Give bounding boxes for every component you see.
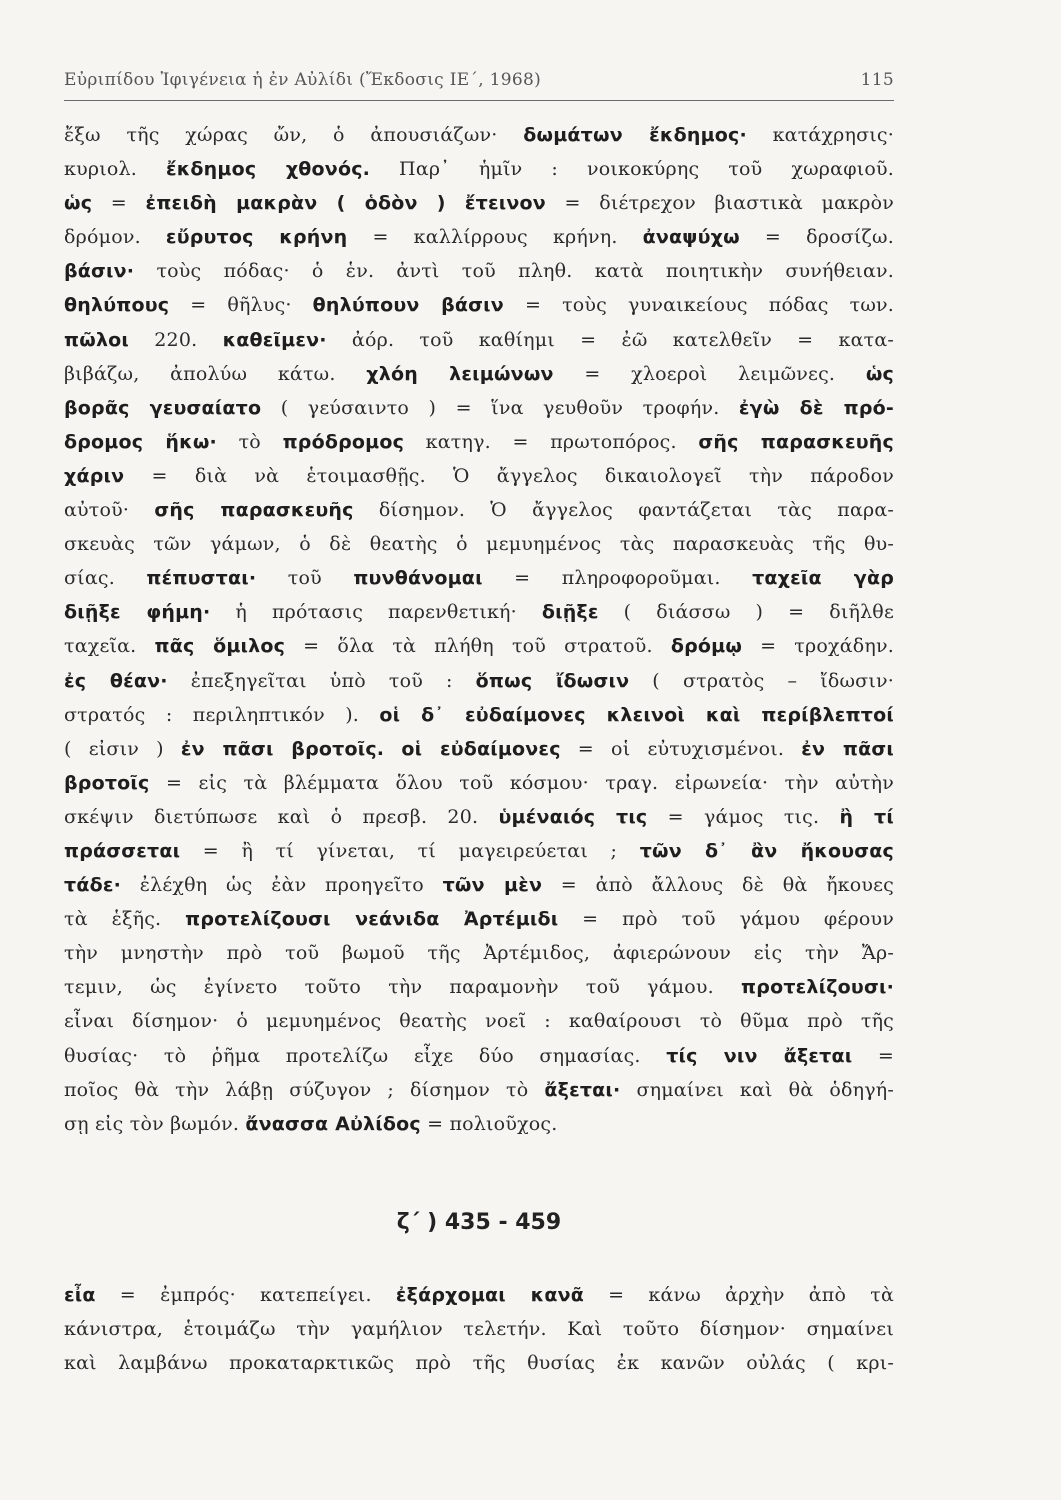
lemma: πέπυσται·	[146, 567, 257, 590]
lemma: ἐπειδὴ μακρὰν ( ὁδὸν ) ἔτεινον	[145, 192, 546, 215]
lemma: σῆς παρασκευῆς	[698, 430, 894, 453]
text-line	[64, 868, 894, 902]
text-line	[64, 595, 894, 629]
lemma: πράσσεται	[64, 839, 181, 862]
text-line	[64, 766, 894, 800]
gloss-text: στρατός : περιληπτικόν ).	[64, 703, 380, 726]
lemma: ἐς θέαν·	[64, 669, 168, 692]
text-line	[64, 1004, 894, 1038]
text-line	[64, 152, 894, 186]
gloss-text: τοῦ	[256, 567, 354, 590]
text-line	[64, 936, 894, 970]
gloss-text: τὴν μνηστὴν πρὸ τοῦ βωμοῦ τῆς Ἀρτέμιδος, ἀφιερώνουν εἰς τὴν Ἄρ-	[64, 942, 894, 965]
gloss-text: δρόμον.	[64, 226, 166, 249]
text-line	[64, 459, 894, 493]
gloss-text: = πρὸ τοῦ γάμου φέρουν	[558, 908, 894, 931]
gloss-text: =	[852, 1044, 894, 1067]
lemma: διῇξε	[541, 601, 599, 624]
gloss-text: σκέψιν διετύπωσε καὶ ὁ πρεσβ. 20.	[64, 805, 499, 828]
gloss-text: = ἀπὸ ἄλλους δὲ θὰ ἤκουες	[542, 874, 894, 897]
gloss-text: ἡ πρότασις παρενθετική·	[210, 601, 542, 624]
lemma: ἐξάρχομαι κανᾶ	[395, 1284, 584, 1306]
gloss-text: τὸ	[216, 430, 283, 453]
page-number: 115	[860, 70, 894, 90]
lemma: ὡς	[64, 192, 93, 215]
gloss-text: δίσημον. Ὁ ἄγγελος φαντάζεται τὰς παρα-	[353, 499, 894, 522]
gloss-text: = πληροφοροῦμαι.	[482, 567, 753, 590]
lemma: πυνθάνομαι	[353, 567, 483, 590]
gloss-text: = τροχάδην.	[742, 635, 894, 658]
gloss-text: θυσίας· τὸ ῥῆμα προτελίζω εἶχε δύο σημασίας.	[64, 1044, 667, 1067]
text-line	[64, 186, 894, 220]
text-line	[64, 800, 894, 834]
gloss-text: = κάνω ἀρχὴν ἀπὸ τὰ	[583, 1284, 894, 1306]
running-header	[64, 70, 894, 90]
text-line	[64, 288, 894, 322]
gloss-text: = τοὺς γυναικείους πόδας των.	[503, 294, 894, 317]
gloss-text: ( στρατὸς – ἴδωσιν·	[629, 669, 894, 692]
gloss-text: ταχεῖα.	[64, 635, 155, 658]
gloss-text: σημαίνει καὶ θὰ ὁδηγή-	[620, 1078, 894, 1101]
text-line	[64, 493, 894, 527]
lemma: ἔκδημος χθονός.	[165, 158, 371, 181]
lemma: θηλύπουν βάσιν	[312, 294, 504, 317]
text-line	[64, 664, 894, 698]
lemma: διῇξε φήμη·	[64, 601, 211, 624]
text-line	[64, 391, 894, 425]
lemma: ἢ τί	[839, 805, 894, 828]
text-line	[64, 1278, 894, 1312]
gloss-text: κάνιστρα, ἑτοιμάζω τὴν γαμήλιον τελετήν. Καὶ τοῦτο δίσημον· σημαίνει	[64, 1318, 894, 1341]
lemma: πρόδρομος	[282, 430, 405, 453]
gloss-text: σῃ εἰς τὸν βωμόν.	[64, 1112, 246, 1135]
lemma: βορᾶς γευσαίατο	[64, 396, 262, 419]
text-line	[64, 425, 894, 459]
text-line	[64, 1346, 894, 1380]
gloss-text: = ἐμπρός· κατεπείγει.	[95, 1284, 396, 1306]
gloss-text: = χλοεροὶ λειμῶνες.	[553, 362, 866, 385]
gloss-text: κατηγ. = πρωτοπόρος.	[404, 430, 699, 453]
lemma: βροτοῖς	[64, 771, 150, 794]
lemma: θηλύπους	[64, 294, 170, 317]
text-line	[64, 834, 894, 868]
text-line	[64, 561, 894, 595]
gloss-text: αὐτοῦ·	[64, 499, 155, 522]
lemma: δωμάτων ἔκδημος·	[523, 124, 747, 146]
text-line	[64, 732, 894, 766]
lemma: οἱ εὐδαίμονες	[401, 737, 561, 760]
gloss-text: =	[92, 192, 146, 215]
text-line	[64, 357, 894, 391]
gloss-text: ἐπεξηγεῖται ὑπὸ τοῦ :	[167, 669, 476, 692]
gloss-text: = εἰς τὰ βλέμματα ὅλου τοῦ κόσμου· τραγ. εἰρωνεία· τὴν αὐτὴν	[149, 771, 894, 794]
lemma: ὡς	[865, 362, 894, 385]
gloss-text: ( εἰσιν )	[64, 737, 181, 760]
gloss-text: = γάμος τις.	[647, 805, 840, 828]
lemma: τῶν δ᾽ ἂν ἤκουσας	[639, 839, 894, 862]
gloss-text: ἔξω τῆς χώρας ὤν, ὁ ἀπουσιάζων·	[64, 124, 524, 146]
gloss-text: ( γεύσαιντο ) = ἵνα γευθοῦν τροφήν.	[261, 396, 739, 419]
lemma: προτελίζουσι νεάνιδα Ἀρτέμιδι	[185, 908, 559, 931]
gloss-text: = πολιοῦχος.	[420, 1112, 558, 1135]
gloss-text	[384, 738, 401, 760]
lemma: εἶα	[64, 1284, 96, 1306]
commentary-text-2	[64, 1278, 894, 1380]
lemma: ἄξεται·	[544, 1078, 621, 1101]
gloss-text: = δροσίζω.	[739, 226, 894, 249]
lemma: προτελίζουσι·	[741, 976, 894, 999]
lemma: βάσιν·	[64, 260, 135, 283]
text-line	[64, 527, 894, 561]
gloss-text: = οἱ εὐτυχισμένοι.	[560, 737, 802, 760]
lemma: οἱ δ᾽ εὐδαίμονες κλεινοὶ καὶ περίβλεπτοί	[379, 703, 894, 726]
lemma: ὑμέναιός τις	[498, 805, 648, 828]
gloss-text: σίας.	[64, 567, 147, 590]
gloss-text: ἀόρ. τοῦ καθίημι = ἐῶ κατελθεῖν = κατα-	[326, 328, 894, 351]
lemma: χλόη λειμώνων	[366, 362, 554, 385]
lemma: ἐγὼ δὲ πρό-	[738, 396, 894, 419]
text-line	[64, 254, 894, 288]
text-line	[64, 902, 894, 936]
gloss-text: τεμιν, ὡς ἐγίνετο τοῦτο τὴν παραμονὴν τοῦ γάμου.	[64, 976, 742, 999]
lemma: ὅπως ἴδωσιν	[475, 669, 630, 692]
gloss-text: = ἢ τί γίνεται, τί μαγειρεύεται ;	[180, 839, 640, 862]
lemma: ἐν πᾶσι βροτοῖς.	[180, 737, 385, 760]
section-heading: ζ΄ ) 435 - 459	[396, 1210, 562, 1235]
text-line	[64, 1107, 894, 1141]
lemma: σῆς παρασκευῆς	[154, 499, 354, 522]
lemma: τάδε·	[64, 874, 122, 897]
text-line	[64, 629, 894, 663]
lemma: δρόμῳ	[670, 635, 743, 658]
gloss-text: = ὅλα τὰ πλήθη τοῦ στρατοῦ.	[285, 635, 671, 658]
commentary-text	[64, 118, 894, 1141]
gloss-text: βιβάζω, ἀπολύω κάτω.	[64, 362, 367, 385]
gloss-text: = διὰ νὰ ἑτοιμασθῇς. Ὁ ἄγγελος δικαιολογεῖ τὴν πάροδον	[124, 464, 894, 487]
text-line	[64, 698, 894, 732]
gloss-text: τοὺς πόδας· ὁ ἑν. ἀντὶ τοῦ πληθ. κατὰ ποιητικὴν συνήθειαν.	[134, 260, 894, 283]
gloss-text: ἐλέχθη ὡς ἐὰν προηγεῖτο	[121, 874, 443, 897]
header-rule	[64, 100, 894, 101]
gloss-text: 220.	[129, 328, 223, 351]
gloss-text: ποῖος θὰ τὴν λάβῃ σύζυγον ; δίσημον τὸ	[64, 1078, 545, 1101]
text-line	[64, 118, 894, 152]
gloss-text: κυριολ.	[64, 158, 166, 181]
gloss-text: εἶναι δίσημον· ὁ μεμυημένος θεατὴς νοεῖ : καθαίρουσι τὸ θῦμα πρὸ τῆς	[64, 1010, 894, 1033]
lemma: τίς νιν ἄξεται	[666, 1044, 853, 1067]
text-line	[64, 220, 894, 254]
lemma: τῶν μὲν	[442, 874, 543, 897]
gloss-text: = διέτρεχον βιαστικὰ μακρὸν	[545, 192, 894, 215]
lemma: πῶλοι	[64, 328, 130, 351]
gloss-text: Παρ᾽ ἡμῖν : νοικοκύρης τοῦ χωραφιοῦ.	[370, 158, 894, 181]
gloss-text: κατάχρησις·	[746, 124, 894, 146]
lemma: χάριν	[64, 464, 125, 487]
lemma: δρομος ἥκω·	[64, 430, 217, 453]
gloss-text: ( διάσσω ) = διῆλθε	[598, 601, 894, 624]
lemma: ταχεῖα γὰρ	[752, 567, 894, 590]
lemma: καθεῖμεν·	[222, 328, 327, 351]
text-line	[64, 1312, 894, 1346]
running-title: Εὐριπίδου Ἰφιγένεια ἡ ἐν Αὐλίδι (Ἔκδοσις ΙΕ΄, 1968)	[64, 70, 542, 90]
text-line	[64, 1073, 894, 1107]
gloss-text: καὶ λαμβάνω προκαταρκτικῶς πρὸ τῆς θυσίας ἐκ κανῶν οὐλάς ( κρι-	[64, 1352, 894, 1375]
gloss-text: τὰ ἑξῆς.	[64, 908, 186, 931]
gloss-text: = καλλίρρους κρήνη.	[347, 226, 643, 249]
gloss-text: σκευὰς τῶν γάμων, ὁ δὲ θεατὴς ὁ μεμυημένος τὰς παρασκευὰς τῆς θυ-	[64, 533, 894, 556]
text-line	[64, 1039, 894, 1073]
lemma: πᾶς ὅμιλος	[154, 635, 286, 658]
text-line	[64, 970, 894, 1004]
gloss-text: = θῆλυς·	[169, 294, 313, 317]
lemma: ἀναψύχω	[642, 226, 740, 249]
lemma: ἐν πᾶσι	[801, 737, 894, 760]
lemma: ἄνασσα Αὐλίδος	[245, 1112, 421, 1135]
lemma: εὔρυτος κρήνη	[165, 226, 348, 249]
text-line	[64, 323, 894, 357]
